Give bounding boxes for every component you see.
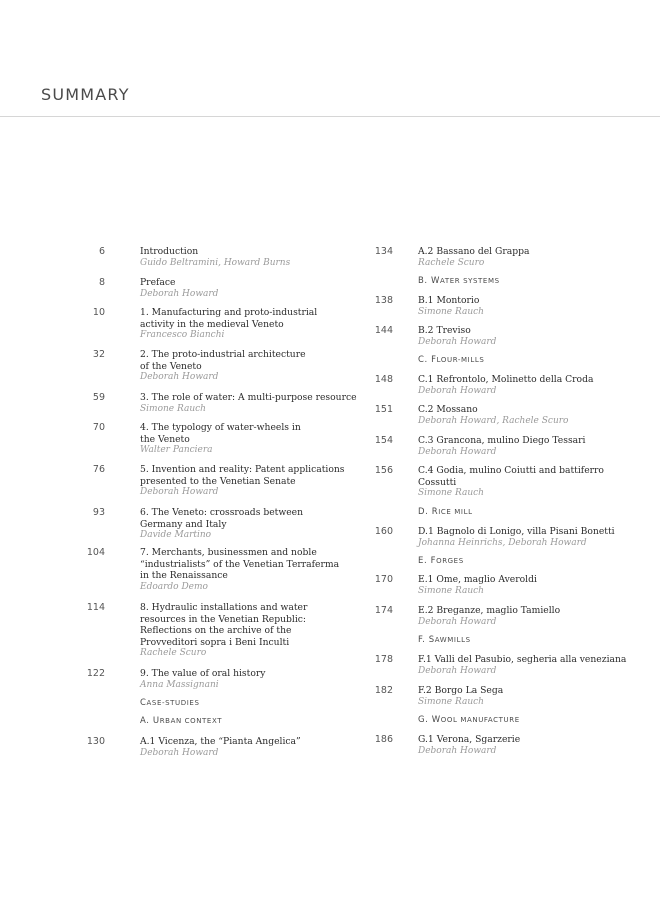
page-number: 122: [86, 668, 105, 679]
entry-title: of the Veneto: [140, 360, 202, 372]
entry-author: Deborah Howard: [140, 288, 219, 299]
entry-title: activity in the medieval Veneto: [140, 318, 284, 330]
entry-author: Simone Rauch: [418, 488, 484, 498]
section-heading-case-studies: CASE-STUDIES: [140, 698, 200, 708]
entry-title: 5. Invention and reality: Patent applications: [140, 464, 345, 475]
entry-title: Cossutti: [418, 476, 457, 488]
entry-title: F.1 Valli del Pasubio, segheria alla veneziana: [418, 654, 627, 665]
page-number: 10: [92, 307, 105, 318]
entry-title: Introduction: [140, 246, 199, 257]
page-number: 156: [374, 465, 393, 476]
entry-title: D.1 Bagnolo di Lonigo, villa Pisani Bonetti: [418, 526, 615, 537]
entry-author: Edoardo Demo: [140, 581, 208, 592]
page-number: 104: [86, 547, 105, 558]
entry-author: Francesco Bianchi: [140, 330, 225, 340]
page-number: 130: [86, 736, 105, 747]
page-number: 138: [374, 295, 393, 306]
page-number: 151: [374, 404, 393, 415]
entry-author: Simone Rauch: [418, 696, 484, 707]
entry-author: Davide Martino: [140, 530, 212, 540]
page-number: 32: [92, 349, 105, 360]
page-number: 154: [374, 435, 393, 446]
entry-author: Rachele Scuro: [418, 257, 485, 268]
entry-author: Rachele Scuro: [140, 648, 207, 658]
page-number: 144: [374, 325, 393, 336]
section-heading-flour-mills: C. FLOUR-MILLS: [418, 355, 485, 365]
entry-author: Deborah Howard: [418, 336, 497, 347]
page-number: 160: [374, 526, 393, 537]
entry-title: 7. Merchants, businessmen and noble: [140, 547, 317, 558]
entry-title: resources in the Venetian Republic:: [140, 613, 307, 625]
section-heading-water-systems: B. WATER SYSTEMS: [418, 276, 500, 286]
entry-author: Simone Rauch: [140, 403, 206, 414]
entry-author: Guido Beltramini, Howard Burns: [140, 257, 291, 268]
entry-title: E.2 Breganze, maglio Tamiello: [418, 605, 561, 616]
entry-title: G.1 Verona, Sgarzerie: [418, 734, 521, 745]
entry-author: Deborah Howard: [418, 745, 497, 756]
section-heading-wool-manufacture: G. WOOL MANUFACTURE: [418, 715, 520, 725]
entry-title: C.4 Godia, mulino Coiutti and battiferro: [418, 465, 604, 476]
entry-author: Simone Rauch: [418, 585, 484, 596]
entry-title: C.2 Mossano: [418, 404, 478, 415]
entry-author: Deborah Howard: [140, 747, 219, 758]
entry-title: F.2 Borgo La Sega: [418, 685, 504, 696]
entry-author: Deborah Howard, Rachele Scuro: [418, 415, 569, 426]
entry-title: E.1 Ome, maglio Averoldi: [418, 574, 537, 585]
page-number: 114: [86, 602, 105, 613]
entry-title: A.2 Bassano del Grappa: [418, 246, 530, 257]
entry-title: 4. The typology of water-wheels in: [140, 422, 301, 433]
entry-author: Deborah Howard: [418, 446, 497, 457]
page-title: SUMMARY: [41, 85, 130, 104]
entry-title: presented to the Venetian Senate: [140, 475, 296, 487]
entry-author: Deborah Howard: [418, 385, 497, 396]
page-number: 134: [374, 246, 393, 257]
page-number: 182: [374, 685, 393, 696]
section-heading-urban-context: A. URBAN CONTEXT: [140, 716, 223, 726]
entry-author: Deborah Howard: [418, 665, 497, 676]
page-number: 148: [374, 374, 393, 385]
entry-title: B.1 Montorio: [418, 295, 480, 306]
section-heading-sawmills: F. SAWMILLS: [418, 635, 471, 645]
entry-title: Germany and Italy: [140, 518, 227, 530]
section-heading-forges: E. FORGES: [418, 556, 464, 566]
entry-author: Deborah Howard: [418, 616, 497, 627]
entry-title: C.3 Grancona, mulino Diego Tessari: [418, 435, 586, 446]
entry-author: Anna Massignani: [140, 679, 219, 690]
page-number: 170: [374, 574, 393, 585]
entry-title: B.2 Treviso: [418, 325, 471, 336]
entry-title: 6. The Veneto: crossroads between: [140, 507, 303, 518]
entry-title: “industrialists” of the Venetian Terraferma: [140, 558, 340, 570]
entry-author: Deborah Howard: [140, 487, 219, 497]
entry-author: Johanna Heinrichs, Deborah Howard: [418, 537, 587, 548]
header-divider: [0, 116, 660, 117]
page-number: 186: [374, 734, 393, 745]
entry-title: 1. Manufacturing and proto-industrial: [140, 307, 318, 318]
entry-title: 8. Hydraulic installations and water: [140, 602, 308, 613]
page-number: 6: [98, 246, 105, 257]
entry-title: Provveditori sopra i Beni Inculti: [140, 636, 290, 648]
page-number: 70: [92, 422, 105, 433]
page-number: 174: [374, 605, 393, 616]
entry-title: 9. The value of oral history: [140, 668, 266, 679]
page-number: 59: [92, 392, 105, 403]
entry-title: Preface: [140, 277, 176, 288]
entry-author: Simone Rauch: [418, 306, 484, 317]
page-number: 76: [92, 464, 105, 475]
section-heading-rice-mill: D. RICE MILL: [418, 507, 473, 517]
entry-title: 2. The proto-industrial architecture: [140, 349, 306, 360]
entry-title: Reflections on the archive of the: [140, 625, 292, 636]
entry-author: Deborah Howard: [140, 372, 219, 382]
page-number: 178: [374, 654, 393, 665]
page-number: 93: [92, 507, 105, 518]
entry-title: C.1 Refrontolo, Molinetto della Croda: [418, 374, 594, 385]
entry-title: in the Renaissance: [140, 570, 228, 581]
entry-title: the Veneto: [140, 433, 190, 445]
entry-title: A.1 Vicenza, the “Pianta Angelica”: [140, 736, 301, 747]
entry-author: Walter Panciera: [140, 445, 213, 455]
page-number: 8: [98, 277, 105, 288]
entry-title: 3. The role of water: A multi-purpose resource: [140, 392, 357, 403]
